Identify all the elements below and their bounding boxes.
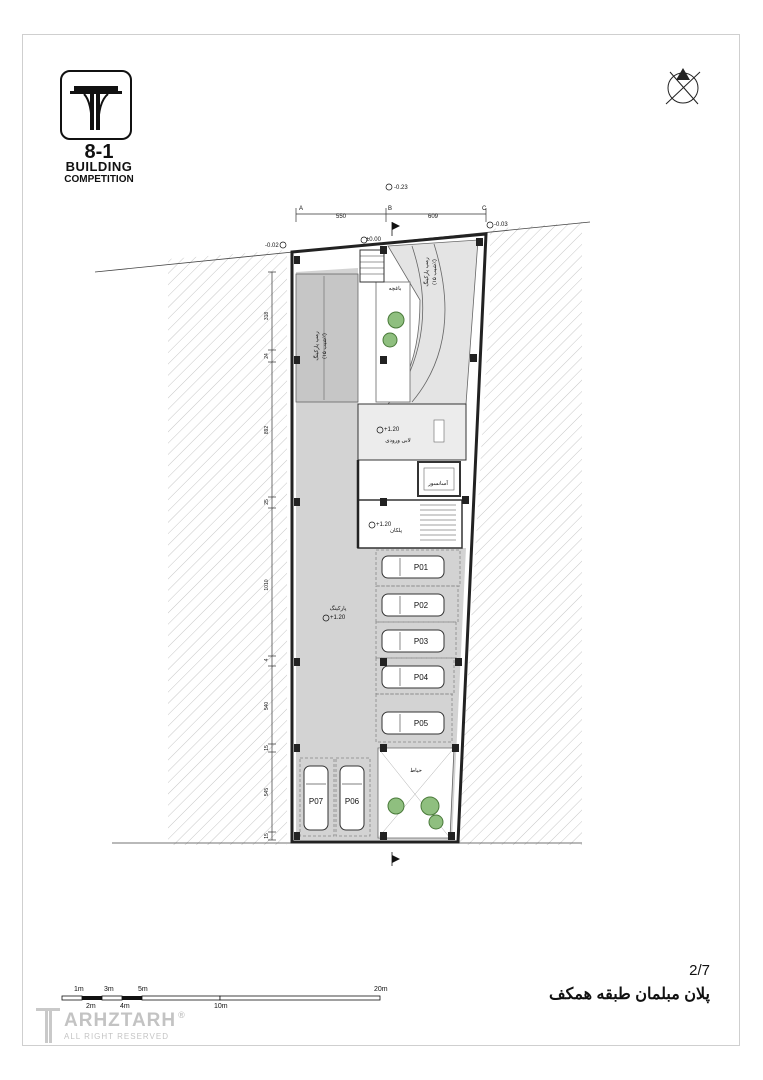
logo-competition-label: COMPETITION	[64, 174, 134, 185]
logo-title: 8-1	[84, 141, 114, 163]
side-dim-24: 24	[264, 353, 270, 359]
grid-axis-b: B	[388, 206, 393, 212]
sheet-number: 2/7	[689, 962, 710, 979]
stair-core	[358, 500, 462, 548]
level-lobby: +1.20	[384, 427, 400, 433]
tree-icon	[388, 798, 404, 814]
parking-label-p01: P01	[413, 563, 429, 572]
parking-label-p04: P04	[413, 673, 429, 682]
scale-label-1m: 1m	[74, 986, 84, 993]
level-stair: +1.20	[376, 522, 392, 528]
entry-stair	[360, 250, 384, 282]
brand-logo-icon	[34, 1004, 64, 1048]
room-ramp-right-slope: (شیب ۱۵٪)	[432, 259, 438, 285]
grid-axis-a: A	[299, 206, 304, 212]
parking-label-p07: P07	[308, 797, 324, 806]
level-right: -0.03	[494, 222, 508, 228]
room-stair: پلکان	[389, 528, 403, 534]
room-ramp-left-slope: (شیب ۱۵٪)	[322, 333, 328, 359]
left-neighbour-hatch	[168, 250, 287, 845]
room-garden: باغچه	[388, 286, 402, 292]
level-parking: +1.20	[330, 615, 346, 621]
side-dim-540: 540	[264, 701, 270, 711]
tree-icon	[421, 797, 439, 815]
brand-watermark	[34, 1004, 184, 1050]
level-left: -0.02	[265, 243, 279, 249]
side-dim-4: 4	[264, 658, 270, 662]
scale-label-3m: 3m	[104, 986, 114, 993]
parking-label-p03: P03	[413, 637, 429, 646]
parking-label-p02: P02	[413, 601, 429, 610]
north-arrow-icon	[666, 68, 700, 104]
scale-label-10m: 10m	[214, 1003, 228, 1010]
brand-name: ARHZTARH ®	[64, 1010, 186, 1031]
sheet-title: پلان مبلمان طبقه همکف	[549, 986, 710, 1003]
room-lobby: لابی ورودی	[385, 438, 411, 444]
side-dim-545: 545	[264, 787, 270, 797]
parking-label-p06: P06	[344, 797, 360, 806]
room-elevator: آسانسور	[428, 481, 448, 487]
logo-building-label: BUILDING	[65, 159, 133, 174]
entry-lobby	[358, 404, 466, 460]
tree-icon	[388, 312, 404, 328]
side-dim-25: 25	[264, 499, 270, 505]
scale-bar	[62, 996, 380, 1000]
grid-axis-c: C	[482, 206, 487, 212]
room-ramp-right: رمپ پارکینگ	[424, 257, 430, 287]
scale-label-20m: 20m	[374, 986, 388, 993]
side-dim-892: 892	[264, 425, 270, 435]
tree-icon	[429, 815, 443, 829]
side-dim-15: 15	[264, 745, 270, 751]
room-ramp-left: رمپ پارکینگ	[314, 331, 320, 361]
brand-subtitle: ALL RIGHT RESERVED	[64, 1032, 169, 1041]
parking-label-p05: P05	[413, 719, 429, 728]
side-dim-15b: 15	[264, 833, 270, 839]
level-entry: ±0.00	[366, 237, 381, 243]
room-parking: پارکینگ	[329, 606, 347, 612]
room-yard: حیاط	[410, 768, 422, 774]
scale-label-2m: 2m	[86, 1003, 96, 1010]
level-top-center: -0.23	[394, 185, 408, 191]
side-dim-1010: 1010	[264, 579, 270, 591]
side-dim-318: 318	[264, 311, 270, 321]
dimension-609: 609	[428, 214, 439, 220]
registered-mark: ®	[178, 1010, 186, 1020]
scale-label-4m: 4m	[120, 1003, 130, 1010]
tree-icon	[383, 333, 397, 347]
dimension-550: 550	[336, 214, 347, 220]
scale-label-5m: 5m	[138, 986, 148, 993]
